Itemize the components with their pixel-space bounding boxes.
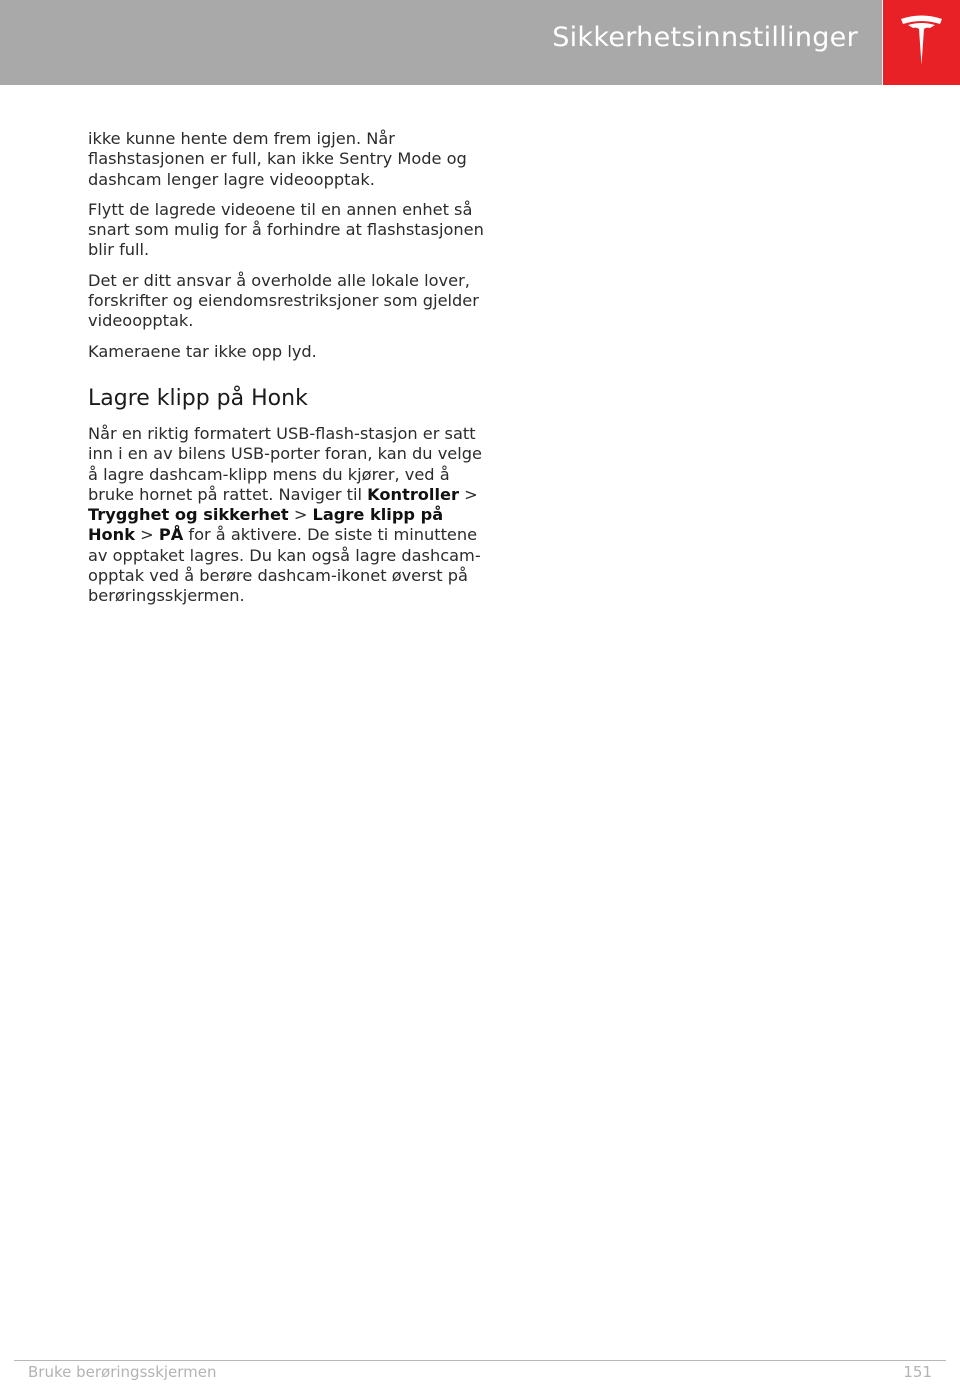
paragraph-2: Flytt de lagrede videoene til en annen enhet så snart som mulig for å forhindre at flashstasjonen blir full.: [88, 199, 484, 260]
footer-section-name: Bruke berøringsskjermen: [28, 1363, 217, 1381]
logo-box: [883, 0, 960, 85]
header-bar: [0, 0, 882, 85]
main-content: [88, 129, 488, 617]
path-separator: >: [134, 525, 159, 545]
section-paragraph: [88, 424, 488, 607]
footer-page-number: 151: [903, 1363, 932, 1381]
footer-divider: [14, 1360, 946, 1361]
tesla-logo-icon: [900, 15, 943, 67]
menu-path-controls: Kontroller: [367, 484, 459, 504]
section-intro-text: Når en riktig formatert USB-flash-stasjon er satt inn i en av bilens USB-porter foran, kan du velge å lagre dashcam-klipp mens du kjører, ved å bruke hornet på rattet. Naviger til: [88, 423, 482, 504]
menu-path-save-clips-on-honk: Lagre klipp på Honk: [88, 505, 444, 545]
paragraph-3: Det er ditt ansvar å overholde alle lokale lover, forskrifter og eiendomsrestriksjoner som gjelder videoopptak.: [88, 270, 479, 331]
section-outro-text: for å aktivere. De siste ti minuttene av opptaket lagres. Du kan også lagre dashcam-opptak ved å berøre dashcam-ikonet øverst på berøringsskjermen.: [88, 525, 481, 606]
paragraph-4: Kameraene tar ikke opp lyd.: [88, 341, 317, 361]
path-separator: >: [288, 505, 313, 525]
page-title: Sikkerhetsinnstillinger: [552, 22, 858, 53]
path-separator: >: [458, 484, 478, 504]
menu-path-on: PÅ: [158, 525, 184, 545]
menu-path-safety-security: Trygghet og sikkerhet: [88, 505, 289, 525]
section-heading: Lagre klipp på Honk: [88, 385, 308, 411]
paragraph-1: ikke kunne hente dem frem igjen. Når flashstasjonen er full, kan ikke Sentry Mode og dashcam lenger lagre videoopptak.: [88, 129, 467, 189]
